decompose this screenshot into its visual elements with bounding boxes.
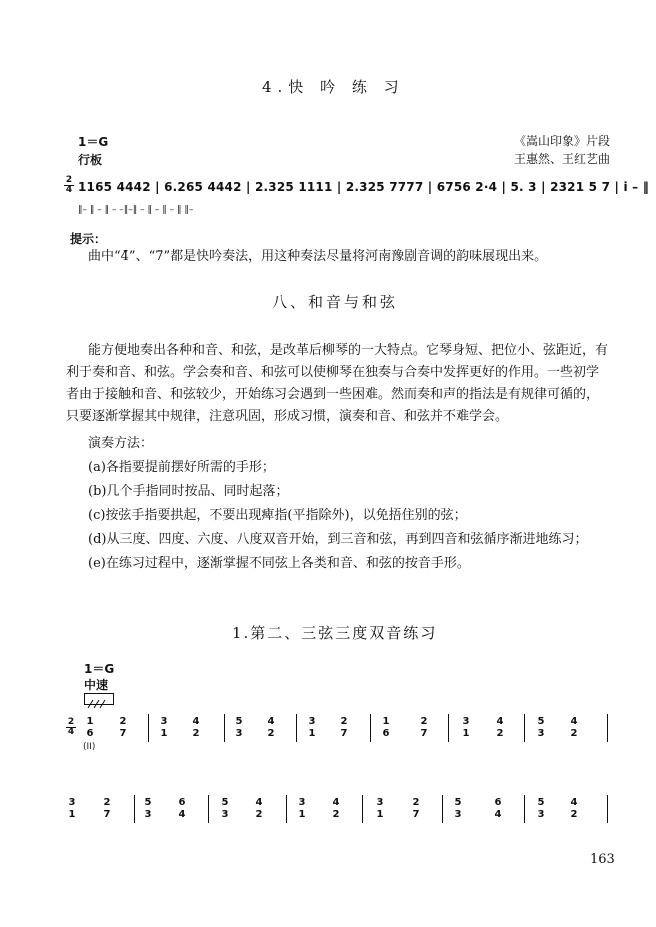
paragraph-line: 者由于接触和音、和弦较少，开始练习会遇到一些困难。然而奏和声的指法是有规律可循的， [66,387,600,402]
dyad-note [535,797,547,821]
dyad-lower: 1 [160,728,168,739]
dyad-upper: 5 [537,797,545,808]
dyad-note [219,797,231,821]
dyad-upper: 4 [570,716,578,727]
dyad-lower: 7 [412,809,420,820]
dyad-note [190,716,202,740]
dyad-note [452,797,464,821]
dyad-lower: 7 [420,728,428,739]
dyad-upper: 2 [412,797,420,808]
paragraph-line: 只要逐渐掌握其中规律，注意巩固，形成习惯，演奏和音、和弦并不难学会。 [66,409,509,424]
barline [286,795,287,823]
dyad-note [84,716,96,740]
dyad-lower: 1 [376,809,384,820]
barline [148,714,149,742]
page-number: 163 [590,852,615,867]
dyad-lower: 2 [255,809,263,820]
dyad-upper: 3 [308,716,316,727]
technique-mark [84,693,114,705]
methods-list [88,433,587,575]
section4-source: 《嵩山印象》片段 [513,134,610,148]
dyad-upper: 4 [192,716,200,727]
dyad-upper: 4 [255,797,263,808]
section4-score: 1165 4442 | 6.265 4442 | 2.325 1111 | 2.325 7777 | 6756 2·4 | 5. 3 | 2321 5 7 | i – ‖ [78,180,649,194]
barline [134,795,135,823]
dyad-upper: 6 [178,797,186,808]
tips-label: 提示： [70,232,107,246]
dyad-lower: 3 [221,809,229,820]
time-bottom: 4 [67,727,75,737]
method-item: (c)按弦手指要拱起，不要出现痺指(平指除外)，以免捂住别的弦； [88,508,467,523]
dyad-lower: 6 [382,728,390,739]
barline [370,714,371,742]
dyad-upper: 2 [119,716,127,727]
dyad-upper: 4 [570,797,578,808]
barline [607,795,608,823]
dyad-upper: 5 [221,797,229,808]
barline [607,714,608,742]
barline [224,714,225,742]
barline [524,795,525,823]
dyad-lower: 7 [119,728,127,739]
dyad-upper: 2 [103,797,111,808]
dyad-upper: 3 [160,716,168,727]
dyad-note [410,797,422,821]
dyad-lower: 3 [454,809,462,820]
section4-key: 1＝G [78,135,109,149]
dyad-upper: 1 [86,716,94,727]
dyad-lower: 1 [68,809,76,820]
dyad-upper: 3 [376,797,384,808]
dyad-lower: 3 [537,728,545,739]
dyad-note [568,797,580,821]
dyad-lower: 1 [308,728,316,739]
dyad-lower: 3 [144,809,152,820]
dyad-upper: 2 [420,716,428,727]
method-item: (b)几个手指同时按品、同时起落； [88,484,289,499]
exercise1-title: 1.第二、三弦三度双音练习 [232,624,438,642]
dyad-upper: 5 [454,797,462,808]
dyad-note [253,797,265,821]
time-bottom: 4 [65,185,73,195]
dyad-lower: 4 [178,809,186,820]
methods-label: 演奏方法： [88,436,154,451]
barline [208,795,209,823]
dyad-note [380,716,392,740]
dyad-lower: 7 [340,728,348,739]
chapter8-title: 八、和音与和弦 [272,293,399,311]
dyad-note [535,716,547,740]
dyad-lower: 2 [192,728,200,739]
dyad-note [66,797,78,821]
barline [448,714,449,742]
dyad-upper: 2 [340,716,348,727]
dyad-lower: 7 [103,809,111,820]
dyad-note [568,716,580,740]
dyad-lower: 2 [570,809,578,820]
dyad-lower: 2 [267,728,275,739]
section4-composer: 王惠然、王红艺曲 [513,152,610,166]
paragraph-line: 能方便地奏出各种和音、和弦，是改革后柳琴的一大特点。它琴身短、把位小、弦距近，有 [88,343,609,358]
dyad-lower: 6 [86,728,94,739]
dyad-upper: 3 [68,797,76,808]
dyad-note [418,716,430,740]
exercise1-tempo: 中速 [84,678,109,692]
tips-text: 曲中“4̈”、“7̈”都是快吟奏法，用这种奏法尽量将河南豫剧音调的韵味展现出来。 [88,249,548,264]
dyad-note [101,797,113,821]
string-roman-numeral: (II) [83,742,96,752]
time-top: 2 [67,717,75,727]
method-item: (d)从三度、四度、六度、八度双音开始，到三音和弦，再到四音和弦循序渐进地练习； [88,532,588,547]
time-top: 2 [65,175,73,185]
barline [524,714,525,742]
dyad-note [158,716,170,740]
barline [296,714,297,742]
dyad-lower: 1 [462,728,470,739]
dyad-lower: 4 [494,809,502,820]
dyad-upper: 4 [496,716,504,727]
barline [442,795,443,823]
dyad-lower: 3 [235,728,243,739]
dyad-upper: 3 [298,797,306,808]
dyad-note [117,716,129,740]
dyad-lower: 1 [298,809,306,820]
dyad-upper: 6 [494,797,502,808]
dyad-note [338,716,350,740]
dyad-note [374,797,386,821]
chapter8-paragraph [66,340,608,428]
section4-tempo: 行板 [78,153,103,167]
dyad-lower: 2 [496,728,504,739]
section4-time-signature [64,176,74,195]
method-item: (a)各指要提前摆好所需的手形； [88,460,275,475]
dyad-note [265,716,277,740]
dyad-note [142,797,154,821]
dyad-note [296,797,308,821]
dyad-lower: 2 [332,809,340,820]
dyad-note [176,797,188,821]
dyad-upper: 3 [462,716,470,727]
dyad-lower: 2 [570,728,578,739]
section4-title: 4.快 吟 练 习 [262,78,405,96]
dyad-upper: 5 [537,716,545,727]
slash-marks-icon [85,699,113,709]
dyad-note [330,797,342,821]
dyad-note [306,716,318,740]
dyad-note [460,716,472,740]
dyad-upper: 1 [382,716,390,727]
dyad-upper: 5 [144,797,152,808]
exercise1-key: 1＝G [84,662,115,676]
section4-fingering: ‖– ‖ – ‖ – –‖–‖ – ‖ – ‖ – ‖ ‖– [78,205,194,215]
dyad-lower: 3 [537,809,545,820]
dyad-upper: 5 [235,716,243,727]
dyad-upper: 4 [267,716,275,727]
paragraph-line: 利于奏和音、和弦。学会奏和音、和弦可以使柳琴在独奏与合奏中发挥更好的作用。一些初学 [66,365,600,380]
barline [362,795,363,823]
dyad-note [492,797,504,821]
dyad-upper: 4 [332,797,340,808]
exercise1-time-signature [66,718,76,737]
dyad-note [494,716,506,740]
dyad-note [233,716,245,740]
method-item: (e)在练习过程中，逐渐掌握不同弦上各类和音、和弦的按音手形。 [88,556,470,571]
